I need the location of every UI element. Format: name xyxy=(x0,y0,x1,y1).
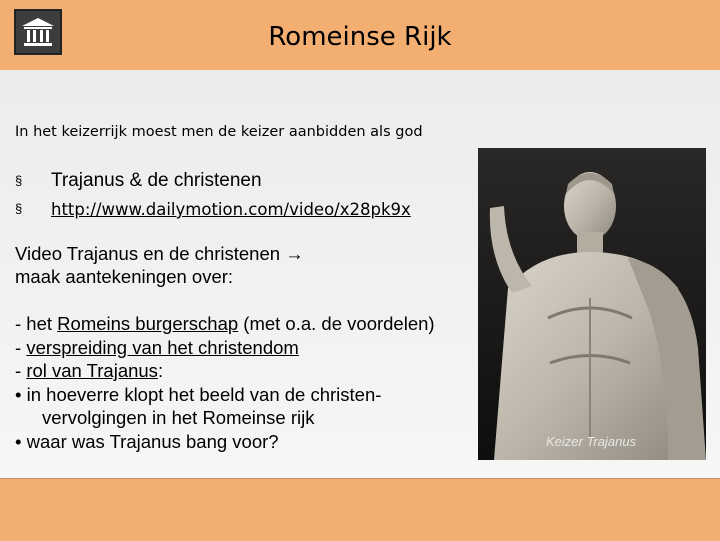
video-link[interactable]: http://www.dailymotion.com/video/x28pk9x xyxy=(51,200,411,219)
list-item xyxy=(15,430,435,454)
footer-band xyxy=(0,478,720,541)
list-item xyxy=(15,336,435,360)
item-underlined: Romeins burgerschap xyxy=(57,313,239,334)
bullet-text: Trajanus & de christenen xyxy=(51,170,262,191)
statue-photo xyxy=(478,148,706,460)
slide-title: Romeinse Rijk xyxy=(268,22,452,52)
bullet-mark: § xyxy=(15,173,23,188)
instruction-line: maak aantekeningen over: xyxy=(15,266,234,287)
item-text: in hoeverre klopt het beeld van de christen- xyxy=(26,383,382,405)
list-item xyxy=(15,312,435,336)
photo-caption: Keizer Trajanus xyxy=(546,434,637,449)
list-item xyxy=(15,359,435,383)
bullet-mark: • xyxy=(15,430,22,452)
item-rest: : xyxy=(157,360,164,381)
item-prefix: - het xyxy=(15,313,58,334)
item-underlined: verspreiding van het christendom xyxy=(26,336,299,358)
item-prefix: - xyxy=(15,336,27,358)
video-prefix: Video xyxy=(15,243,67,264)
video-instruction xyxy=(15,242,304,288)
item-prefix: - xyxy=(15,360,27,381)
bullet-mark: • xyxy=(15,383,22,405)
video-title: Trajanus en de christenen xyxy=(66,243,281,264)
header-band xyxy=(0,0,720,68)
headline: In het keizerrijk moest men de keizer aanbidden als god xyxy=(15,124,423,140)
list-item xyxy=(15,383,435,407)
item-rest: (met o.a. de voordelen) xyxy=(238,313,435,334)
item-underlined: rol van Trajanus xyxy=(26,360,158,381)
item-text: waar was Trajanus bang voor? xyxy=(26,430,279,452)
item-text: vervolgingen in het Romeinse rijk xyxy=(42,407,315,428)
list-item-continued xyxy=(15,406,435,430)
slide-content xyxy=(0,70,720,478)
arrow-icon: → xyxy=(285,243,304,264)
notes-list xyxy=(15,312,435,453)
bullet-mark: § xyxy=(15,201,23,216)
